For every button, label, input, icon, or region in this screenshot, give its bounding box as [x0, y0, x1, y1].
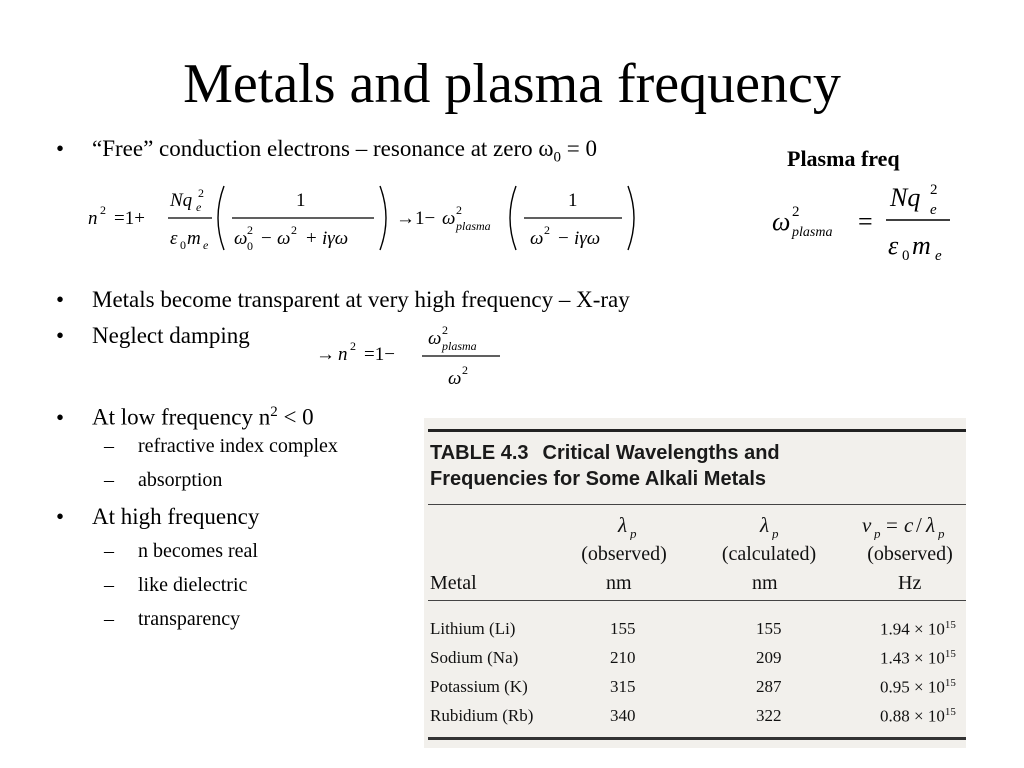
bullet-neglect-damping: • Neglect damping [56, 321, 250, 351]
row-potassium-observed: 315 [610, 677, 636, 696]
slide-title: Metals and plasma frequency [183, 53, 841, 115]
svg-text:e: e [196, 200, 202, 214]
table-bottom-rule [428, 737, 966, 740]
svg-text:0: 0 [180, 238, 186, 252]
svg-text:p: p [874, 526, 881, 540]
subbullet-transparency: – transparency [104, 608, 241, 630]
table-top-rule [428, 429, 966, 432]
row-sodium-metal: Sodium (Na) [430, 648, 519, 667]
table-caption: TABLE 4.3 Critical Wavelengths and Frequencies for Some Alkali Metals [430, 442, 780, 490]
svg-text:plasma: plasma [442, 339, 477, 353]
svg-text:2: 2 [198, 186, 204, 200]
svg-text:iγω: iγω [574, 228, 601, 249]
plasma-frequency-formula [770, 174, 970, 264]
svg-text:ω: ω [530, 228, 544, 249]
svg-text:0: 0 [247, 239, 253, 253]
bullet-dot: • [56, 504, 65, 529]
svg-text:1: 1 [568, 190, 578, 211]
subbullet-n-real: – n becomes real [104, 540, 258, 562]
svg-text:−: − [558, 228, 569, 249]
row-lithium-metal: Lithium (Li) [430, 619, 516, 638]
alkali-metals-table [424, 418, 966, 748]
svg-text:2: 2 [350, 339, 356, 353]
row-potassium-metal: Potassium (K) [430, 677, 528, 696]
svg-text:→: → [316, 344, 335, 365]
row-rubidium-frequency: $0.88 \times 10^{15}$ [880, 706, 956, 726]
unit-hz: Hz [898, 572, 922, 594]
svg-text:2: 2 [792, 204, 800, 220]
svg-text:2: 2 [100, 203, 106, 217]
bullet-low-frequency: • At low frequency $n^2 < 0$ [56, 397, 314, 433]
svg-text:p: p [938, 526, 945, 540]
svg-text:e: e [203, 238, 209, 252]
svg-text:λ: λ [618, 513, 628, 537]
svg-text:1: 1 [296, 190, 306, 211]
svg-text:/: / [916, 513, 922, 537]
bullet-high-frequency: • At high frequency [56, 502, 259, 532]
row-lithium-calculated: 155 [756, 619, 782, 638]
row-sodium-observed: 210 [610, 648, 636, 667]
svg-text:ε: ε [888, 231, 899, 260]
svg-text:0: 0 [902, 248, 910, 264]
row-lithium-observed: 155 [610, 619, 636, 638]
dispersion-equation [84, 178, 644, 258]
col-observed: (observed) [581, 543, 667, 565]
svg-text:n: n [88, 208, 98, 229]
row-sodium-calculated: 209 [756, 648, 782, 667]
row-sodium-frequency: $1.43 \times 10^{15}$ [880, 648, 956, 668]
row-potassium-calculated: 287 [756, 677, 782, 696]
svg-text:2: 2 [291, 223, 297, 237]
svg-text:plasma: plasma [456, 219, 491, 233]
svg-text:p: p [630, 526, 637, 540]
svg-text:p: p [772, 526, 779, 540]
svg-text:ε: ε [170, 228, 178, 249]
svg-text:Nq: Nq [890, 183, 921, 212]
svg-text:2: 2 [544, 223, 550, 237]
row-rubidium-calculated: 322 [756, 706, 782, 725]
subbullet-absorption: – absorption [104, 469, 223, 491]
svg-text:ω: ω [234, 228, 248, 249]
unit-nm-calculated: nm [752, 572, 778, 594]
svg-text:+: + [306, 228, 317, 249]
svg-text:2: 2 [442, 323, 448, 337]
svg-text:e: e [935, 248, 942, 264]
svg-text:ω: ω [772, 207, 791, 236]
row-lithium-frequency: $1.94 \times 10^{15}$ [880, 619, 956, 639]
unit-nm-observed: nm [606, 572, 632, 594]
svg-text:m: m [912, 231, 931, 260]
svg-text:ω: ω [277, 228, 291, 249]
subbullet-complex-index: – refractive index complex [104, 435, 338, 457]
header-top-rule [428, 504, 966, 505]
bullet-dot: • [56, 323, 65, 348]
row-rubidium-metal: Rubidium (Rb) [430, 706, 534, 725]
svg-text:e: e [930, 202, 937, 218]
subbullet-like-dielectric: – like dielectric [104, 574, 248, 596]
header-bottom-rule [428, 600, 966, 601]
bullet-dot: • [56, 136, 65, 161]
svg-text:ω: ω [428, 328, 442, 349]
col-metal: Metal [430, 572, 477, 594]
svg-text:=1−: =1− [364, 344, 395, 365]
plasma-freq-label: Plasma freq [787, 146, 900, 171]
row-potassium-frequency: $0.95 \times 10^{15}$ [880, 677, 956, 697]
svg-text:=: = [886, 513, 898, 537]
svg-text:=1+: =1+ [114, 208, 145, 229]
bullet-transparent: • Metals become transparent at very high frequency – X-ray [56, 285, 630, 315]
svg-text:m: m [187, 228, 201, 249]
no-damping-equation [312, 318, 512, 394]
svg-text:ν: ν [862, 513, 872, 537]
column-symbols [424, 510, 966, 540]
col-calculated: (calculated) [721, 543, 817, 565]
svg-text:ω: ω [442, 208, 456, 229]
svg-text:λ: λ [926, 513, 936, 537]
svg-text:plasma: plasma [792, 225, 833, 240]
svg-text:2: 2 [456, 203, 462, 217]
bullet-dot: • [56, 404, 65, 430]
svg-text:→1−: →1− [396, 208, 436, 229]
svg-text:n: n [338, 344, 348, 365]
svg-text:2: 2 [247, 223, 253, 237]
svg-text:2: 2 [462, 363, 468, 377]
svg-text:iγω: iγω [322, 228, 349, 249]
bullet-dot: • [56, 287, 65, 312]
svg-text:=: = [858, 207, 873, 236]
svg-text:−: − [261, 228, 272, 249]
svg-text:2: 2 [930, 182, 938, 198]
col-observed-frequency: (observed) [867, 543, 953, 565]
bullet-free-electrons: • “Free” conduction electrons – resonance at zero $\omega_0 = 0$ [56, 136, 597, 166]
svg-text:λ: λ [760, 513, 770, 537]
svg-text:ω: ω [448, 368, 462, 389]
svg-text:Nq: Nq [170, 190, 193, 211]
svg-text:c: c [904, 513, 914, 537]
row-rubidium-observed: 340 [610, 706, 636, 725]
